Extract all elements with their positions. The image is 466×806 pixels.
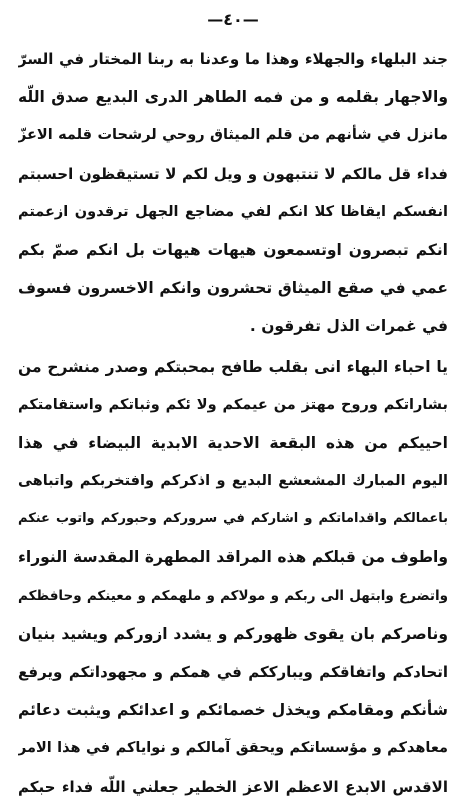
text-line: انكم تبصرون اوتسمعون هيهات هيهات بل انكم صمّ بكم — [18, 240, 448, 259]
text-line: بشاراتكم وروح مهتز من عيمكم ولا ئكم وثباتكم واستقامتكم — [18, 396, 448, 413]
paragraph — [18, 40, 448, 346]
text-line: واتضرع وابتهل الى ربكم و مولاكم و ملهمكم و معينكم وحافظكم — [18, 587, 448, 604]
page-number: —٤٠— — [207, 10, 259, 29]
text-line: والاجهار بقلمه و من فمه الطاهر الدرى البديع صدق اللّه — [18, 88, 448, 107]
paragraph — [18, 348, 448, 806]
text-line: الاقدس الابدع الاعظم الاعز الخطير جعلني اللّه فداء حبكم — [18, 777, 448, 796]
text-line: جند البلهاء والجهلاء وهذا ما وعدنا به ربنا المختار في السرّ — [18, 50, 448, 68]
text-line: فداء قل مالكم لا تنتبهون و ويل لكم لا تستيقظون احسبتم — [18, 164, 448, 183]
text-line: اليوم المبارك المشعشع البديع و اذكركم وافتخربكم واتباهى — [18, 473, 448, 490]
text-line: شأنكم ومقامكم ويخذل خصمائكم و اعدائكم ويثبت دعائم — [18, 701, 448, 720]
text-line: مانزل في شأنهم من قلم الميثاق روحي لرشحات قلمه الاعزّ — [18, 127, 448, 144]
text-line: انفسكم ايقاظا كلا انكم لفي مضاجع الجهل ترقدون ازعمتم — [18, 203, 448, 220]
text-line: معاهدكم و مؤسساتكم ويحقق آمالكم و نواياكم في هذا الامر — [18, 740, 448, 757]
text-line: احييكم من هذه البقعة الاحدية الابدية البيضاء في هذا — [18, 433, 448, 452]
page-body — [18, 40, 448, 806]
text-line: باعمالكم واقداماتكم و اشاركم في سروركم وحبوركم واتوب عنكم — [18, 511, 448, 527]
text-line: اتحادكم واتفاقكم ويبارككم في همكم و مجهوداتكم ويرفع — [18, 663, 448, 681]
text-line: يا احباء البهاء انى بقلب طافح بمحبتكم وصدر منشرح من — [18, 357, 448, 376]
text-line: في غمرات الذل تفرقون . — [249, 317, 448, 336]
text-line: عمي في صقع الميثاق تحشرون وانكم الاخسرون فسوف — [18, 279, 448, 298]
text-line: وناصركم بان يقوى ظهوركم و يشدد ازوركم ويشيد بنيان — [18, 624, 448, 643]
text-line: واطوف من قبلكم هذه المراقد المطهرة المقدسة النوراء — [18, 548, 448, 567]
